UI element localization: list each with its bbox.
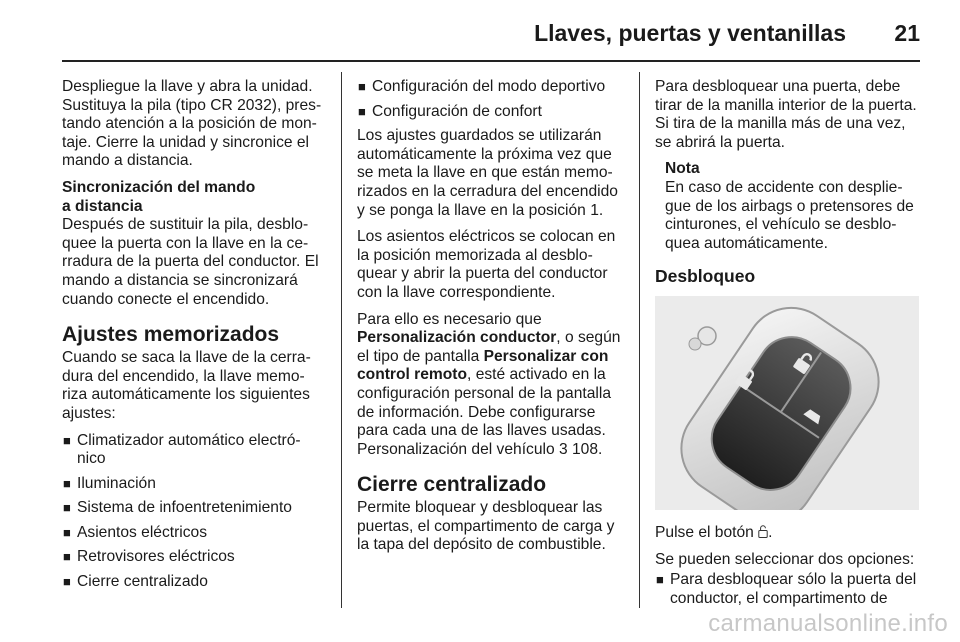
bullet-icon: ■ (63, 549, 71, 565)
saved-settings-paragraph: Los ajustes guardados se utilizarán automáticamente la próxima vez que se meta la llave en que están memo- rizados en la cerradura del encendido y se ponga la llave en la posición 1. (357, 127, 618, 219)
column-divider (341, 72, 342, 608)
personalization-paragraph (357, 311, 623, 460)
column-divider (639, 72, 640, 608)
list-item (62, 475, 328, 494)
list-item (62, 432, 328, 469)
list-item-text: Iluminación (77, 474, 156, 492)
bullet-icon: ■ (63, 475, 71, 491)
remote-key-icon (655, 296, 919, 510)
bullet-icon: ■ (63, 574, 71, 590)
bullet-icon: ■ (358, 103, 366, 119)
text-span: Pulse el botón (655, 523, 759, 541)
unlock-symbol-icon (758, 525, 768, 538)
text-span: , esté activado en la configuración personal de la pantalla de información. Debe configurarse para cada una de las llaves usadas. Personalización del vehículo (357, 366, 612, 458)
page-reference-arrow-icon: 3 (558, 440, 568, 458)
list-item (62, 499, 328, 518)
column-3 (655, 78, 921, 614)
settings-list (357, 78, 623, 121)
menu-term-personalizar-control-remoto: Personalizar con control remoto (357, 347, 609, 384)
list-item-text: Para desbloquear sólo la puerta del conductor, el compartimento de (670, 571, 917, 607)
text-span: Para ello es necesario que (357, 310, 542, 328)
list-item (357, 78, 623, 97)
list-item-text: Retrovisores eléctricos (77, 548, 235, 566)
bullet-icon: ■ (656, 572, 664, 588)
options-paragraph: Se pueden seleccionar dos opciones: (655, 550, 915, 568)
list-item (655, 571, 921, 608)
sync-heading-line-1: Sincronización del mando (62, 178, 256, 196)
note-text: En caso de accidente con desplie- gue de los airbags o pretensores de cinturones, el vehículo se desblo- quea automáticamente. (665, 178, 914, 252)
memorized-list (62, 432, 328, 592)
list-item-text: Asientos eléctricos (77, 523, 208, 541)
sync-heading (62, 179, 328, 216)
list-item-text: Configuración del modo deportivo (372, 78, 606, 95)
column-1 (62, 78, 328, 598)
note-box (655, 160, 921, 253)
memorized-settings-heading: Ajustes memorizados (62, 323, 280, 347)
list-item (62, 548, 328, 567)
text-span: . (768, 523, 773, 541)
press-button-paragraph (655, 524, 921, 543)
column-2 (357, 78, 623, 563)
battery-intro-paragraph: Despliegue la llave y abra la unidad. Sustituya la pila (tipo CR 2032), pres- tando atención a la posición de mon- taje. Cierre la unidad y sincronice el mando a distancia. (62, 78, 322, 170)
list-item-text: Climatizador automático electró- nico (77, 431, 301, 468)
menu-term-personalizacion-conductor: Personalización conductor (357, 329, 557, 347)
options-list (655, 571, 921, 608)
bullet-icon: ■ (63, 524, 71, 540)
page-reference: 108. (567, 440, 603, 458)
sync-heading-line-2: a distancia (62, 197, 143, 215)
unlock-heading: Desbloqueo (655, 266, 756, 287)
page-header (62, 0, 920, 62)
list-item (62, 573, 328, 592)
central-locking-paragraph: Permite bloquear y desbloquear las puertas, el compartimento de carga y la tapa del depósito de combustible. (357, 499, 615, 554)
page-number: 21 (894, 20, 920, 46)
list-item-text: Configuración de confort (372, 102, 542, 120)
sync-paragraph: Después de sustituir la pila, desblo- quee la puerta con la llave en la ce- rradura de la puerta del conductor. El mando a distancia se sincronizará cuando conecte el encendido. (62, 216, 319, 308)
memorized-intro-paragraph: Cuando se saca la llave de la cerra- dura del encendido, la llave memo- riza automáticamente los siguientes ajustes: (62, 349, 311, 422)
door-unlock-paragraph: Para desbloquear una puerta, debe tirar de la manilla interior de la puerta. Si tira de la manilla más de una vez, se abrirá la puerta. (655, 78, 917, 151)
bullet-icon: ■ (63, 432, 71, 448)
list-item-text: Sistema de infoentretenimiento (77, 499, 292, 517)
list-item (62, 524, 328, 543)
text-span: , o según el tipo de pantalla (357, 329, 621, 365)
list-item-text: Cierre centralizado (77, 573, 208, 591)
electric-seats-paragraph: Los asientos eléctricos se colocan en la posición memorizada al desblo- quear y abrir la puerta del conductor con la llave correspondiente. (357, 228, 616, 301)
note-title: Nota (665, 160, 700, 178)
bullet-icon: ■ (63, 500, 71, 516)
bullet-icon: ■ (358, 79, 366, 94)
remote-key-image (655, 296, 919, 510)
watermark: carmanualsonline.info (708, 610, 948, 637)
list-item (357, 103, 623, 122)
chapter-title: Llaves, puertas y ventanillas (534, 20, 846, 46)
central-locking-heading: Cierre centralizado (357, 473, 547, 497)
